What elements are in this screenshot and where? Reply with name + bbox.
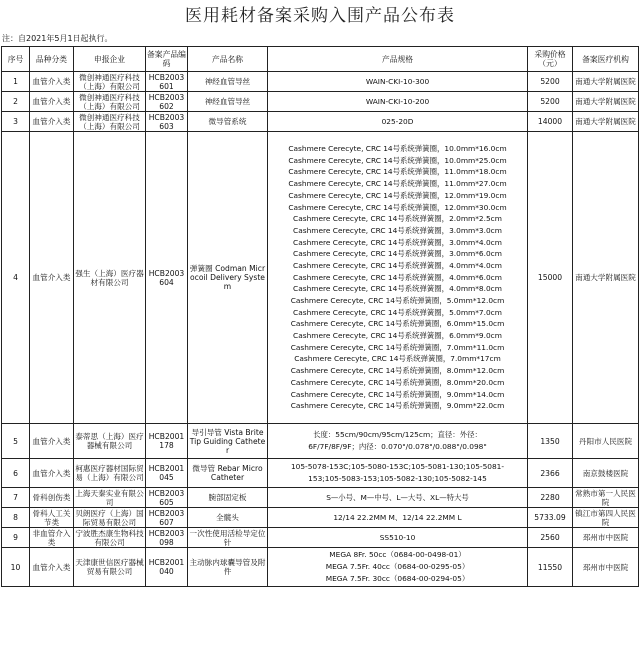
- product-code-cell: HCB2003602: [146, 92, 188, 112]
- institution-cell: 常熟市第一人民医院: [573, 488, 639, 508]
- category-cell: 血管介入类: [30, 424, 74, 459]
- spec-line: MEGA 7.5Fr. 40cc（0684-00-0295-05）: [325, 562, 470, 572]
- spec-line: WAIN-CKI-10-300: [365, 76, 430, 86]
- company-cell: 强生（上海）医疗器材有限公司: [74, 132, 146, 424]
- table-body: [2, 47, 639, 587]
- table-row: [2, 488, 639, 508]
- page-title: 医用耗材备案采购入围产品公布表: [185, 6, 455, 26]
- row-number-cell: 6: [2, 459, 30, 488]
- company-cell: 贝朗医疗（上海）国际贸易有限公司: [75, 508, 144, 527]
- table-row: [2, 112, 639, 132]
- table-row: [2, 132, 639, 424]
- spec-line: Cashmere Cerecyte, CRC 14号系统弹簧圈，7.0mm*17cm: [294, 354, 501, 364]
- category-cell: 非血管介入类: [30, 528, 74, 548]
- col-header: 备案产品编码: [146, 47, 188, 72]
- company-cell: 柯惠医疗器材国际贸易（上海）有限公司: [74, 459, 146, 488]
- effective-date-note: 注：自2021年5月1日起执行。: [2, 34, 113, 43]
- spec-line: Cashmere Cerecyte, CRC 14号系统弹簧圈，6.0mm*15.0cm: [290, 319, 505, 329]
- spec-line: Cashmere Cerecyte, CRC 14号系统弹簧圈，10.0mm*16.0cm: [288, 144, 507, 154]
- spec-line: WAIN-CKI-10-200: [365, 96, 430, 106]
- row-number-cell: 2: [2, 92, 30, 112]
- row-number-cell: 1: [2, 72, 30, 92]
- table-row: [2, 424, 639, 459]
- price-cell: 2280: [528, 488, 573, 508]
- col-header: 产品名称: [188, 47, 268, 72]
- spec-line: Cashmere Cerecyte, CRC 14号系统弹簧圈，4.0mm*6.0cm: [293, 272, 502, 282]
- spec-line: Cashmere Cerecyte, CRC 14号系统弹簧圈，5.0mm*7.0cm: [293, 307, 502, 317]
- col-header: 品种分类: [30, 47, 74, 72]
- spec-line: Cashmere Cerecyte, CRC 14号系统弹簧圈，3.0mm*4.0cm: [293, 237, 502, 247]
- category-cell: 血管介入类: [30, 132, 74, 424]
- row-number-cell: 8: [2, 508, 30, 528]
- spec-line: Cashmere Cerecyte, CRC 14号系统弹簧圈，11.0mm*18.0cm: [288, 167, 507, 177]
- spec-line: SS510-10: [379, 532, 416, 542]
- price-cell: 15000: [528, 132, 573, 424]
- category-cell: 血管介入类: [30, 459, 74, 488]
- price-cell: 2366: [528, 459, 573, 488]
- spec-line: Cashmere Cerecyte, CRC 14号系统弹簧圈，3.0mm*3.0cm: [293, 225, 502, 235]
- spec-line: 153;105-5083-153;105-5082-130;105-5082-145: [308, 474, 487, 483]
- company-cell: 泰蒂思（上海）医疗器械有限公司: [74, 424, 146, 459]
- product-name-cell: 全髋头: [188, 508, 268, 528]
- spec-line: Cashmere Cerecyte, CRC 14号系统弹簧圈，12.0mm*30.0cm: [288, 202, 507, 212]
- product-name-cell: 微导管 Rebar Micro Catheter: [188, 459, 268, 488]
- product-code-cell: HCB2001178: [146, 424, 188, 459]
- spec-cell: [268, 424, 528, 459]
- product-name-cell: 一次性使用活检导定位针: [188, 528, 268, 548]
- spec-cell: [268, 459, 528, 488]
- price-cell: 5733.09: [528, 508, 573, 528]
- table-row: [2, 548, 639, 587]
- price-cell: 1350: [528, 424, 573, 459]
- spec-line: Cashmere Cerecyte, CRC 14号系统弹簧圈，12.0mm*19.0cm: [288, 190, 507, 200]
- company-cell: 微创神通医疗科技（上海）有限公司: [74, 112, 146, 132]
- company-cell: 宁波胜杰康生物科技有限公司: [75, 528, 144, 547]
- spec-line: Cashmere Cerecyte, CRC 14号系统弹簧圈，6.0mm*9.0cm: [293, 331, 502, 341]
- spec-cell: [268, 112, 528, 132]
- category-cell: 血管介入类: [30, 112, 74, 132]
- company-cell: 微创神通医疗科技（上海）有限公司: [74, 92, 146, 112]
- product-code-cell: HCB2001045: [146, 459, 188, 488]
- institution-cell: 丹阳市人民医院: [573, 424, 639, 459]
- company-cell: 天津康世信医疗器械贸易有限公司: [74, 548, 146, 587]
- spec-cell: [268, 528, 528, 548]
- institution-cell: 邳州市中医院: [573, 548, 639, 587]
- product-code-cell: HCB2003605: [146, 488, 188, 508]
- spec-line: Cashmere Cerecyte, CRC 14号系统弹簧圈，4.0mm*8.0cm: [293, 284, 502, 294]
- spec-line: 6F/7F/8F/9F；内径：0.070"/0.078"/0.088"/0.098": [308, 442, 487, 451]
- spec-line: 12/14 22.2MM M、12/14 22.2MM L: [333, 512, 462, 522]
- spec-line: Cashmere Cerecyte, CRC 14号系统弹簧圈，8.0mm*12.0cm: [290, 366, 505, 376]
- product-table: [1, 46, 639, 587]
- col-header: 备案医疗机构: [573, 47, 639, 72]
- col-header: 序号: [2, 47, 30, 72]
- col-header: 申报企业: [74, 47, 146, 72]
- table-row: [2, 528, 639, 548]
- product-code-cell: HCB2003604: [146, 132, 188, 424]
- spec-line: Cashmere Cerecyte, CRC 14号系统弹簧圈，9.0mm*14.0cm: [290, 389, 505, 399]
- institution-cell: 南通大学附属医院: [573, 132, 639, 424]
- spec-line: 长度：55cm/90cm/95cm/125cm；直径：外径：: [313, 430, 482, 440]
- institution-cell: 邳州市中医院: [573, 528, 639, 548]
- category-cell: 血管介入类: [30, 92, 74, 112]
- col-header: 产品规格: [268, 47, 528, 72]
- price-cell: 2560: [528, 528, 573, 548]
- spec-cell: [268, 548, 528, 587]
- row-number-cell: 7: [2, 488, 30, 508]
- price-cell: 14000: [528, 112, 573, 132]
- institution-cell: 南京鼓楼医院: [573, 459, 639, 488]
- spec-cell: [268, 132, 528, 424]
- row-number-cell: 9: [2, 528, 30, 548]
- spec-line: Cashmere Cerecyte, CRC 14号系统弹簧圈，8.0mm*20.0cm: [290, 377, 505, 387]
- company-cell: 上海天秦实业有限公司: [75, 488, 144, 507]
- spec-line: Cashmere Cerecyte, CRC 14号系统弹簧圈，11.0mm*27.0cm: [288, 179, 507, 189]
- price-cell: 11550: [528, 548, 573, 587]
- row-number-cell: 4: [2, 132, 30, 424]
- table-row: [2, 459, 639, 488]
- company-cell: 微创神通医疗科技（上海）有限公司: [74, 72, 146, 92]
- product-name-cell: 神经血管导丝: [188, 72, 268, 92]
- institution-cell: 南通大学附属医院: [573, 112, 639, 132]
- product-name-cell: 神经血管导丝: [188, 92, 268, 112]
- spec-cell: [268, 488, 528, 508]
- price-cell: 5200: [528, 92, 573, 112]
- product-name-cell: 导引导管 Vista Brite Tip Guiding Catheter: [188, 424, 268, 459]
- category-cell: 血管介入类: [30, 72, 74, 92]
- category-cell: 骨科人工关节类: [30, 508, 74, 528]
- product-name-cell: 微导管系统: [188, 112, 268, 132]
- col-header: 采购价格（元）: [528, 47, 573, 72]
- spec-cell: [268, 508, 528, 528]
- spec-line: MEGA 7.5Fr. 30cc（0684-00-0294-05）: [325, 573, 470, 583]
- spec-line: 025-20D: [381, 116, 414, 126]
- spec-cell: [268, 72, 528, 92]
- spec-line: MEGA 8Fr. 50cc（0684-00-0498-01）: [329, 550, 466, 560]
- product-code-cell: HCB2003601: [146, 72, 188, 92]
- institution-cell: 镇江市第四人民医院: [573, 508, 639, 528]
- institution-cell: 南通大学附属医院: [573, 92, 639, 112]
- spec-line: 105-5078-153C;105-5080-153C;105-5081-130;105-5081-: [290, 462, 505, 472]
- table-row: [2, 72, 639, 92]
- product-code-cell: HCB2003098: [146, 528, 188, 548]
- spec-line: Cashmere Cerecyte, CRC 14号系统弹簧圈，9.0mm*22.0cm: [290, 401, 505, 411]
- product-code-cell: HCB2003607: [146, 508, 188, 528]
- spec-line: Cashmere Cerecyte, CRC 14号系统弹簧圈，4.0mm*4.0cm: [293, 260, 502, 270]
- table-row: [2, 92, 639, 112]
- spec-line: S—小号、M—中号、L—大号、XL—特大号: [326, 492, 469, 502]
- spec-line: Cashmere Cerecyte, CRC 14号系统弹簧圈，5.0mm*12.0cm: [290, 296, 505, 306]
- row-number-cell: 10: [2, 548, 30, 587]
- spec-line: Cashmere Cerecyte, CRC 14号系统弹簧圈，10.0mm*25.0cm: [288, 155, 507, 165]
- product-code-cell: HCB2003603: [146, 112, 188, 132]
- product-code-cell: HCB2001040: [146, 548, 188, 587]
- spec-cell: [268, 92, 528, 112]
- row-number-cell: 5: [2, 424, 30, 459]
- table-row: [2, 508, 639, 528]
- table-header-row: [2, 47, 639, 72]
- spec-line: Cashmere Cerecyte, CRC 14号系统弹簧圈，7.0mm*11.0cm: [290, 342, 505, 352]
- institution-cell: 南通大学附属医院: [573, 72, 639, 92]
- product-name-cell: 主动脉内球囊导管及附件: [188, 548, 268, 587]
- product-name-cell: 弹簧圈 Codman Microcoil Delivery System: [188, 132, 268, 424]
- spec-line: Cashmere Cerecyte, CRC 14号系统弹簧圈，2.0mm*2.5cm: [293, 214, 502, 224]
- category-cell: 骨科创伤类: [30, 488, 74, 508]
- row-number-cell: 3: [2, 112, 30, 132]
- price-cell: 5200: [528, 72, 573, 92]
- product-name-cell: 腕部固定板: [188, 488, 268, 508]
- category-cell: 血管介入类: [30, 548, 74, 587]
- spec-line: Cashmere Cerecyte, CRC 14号系统弹簧圈，3.0mm*6.0cm: [293, 249, 502, 259]
